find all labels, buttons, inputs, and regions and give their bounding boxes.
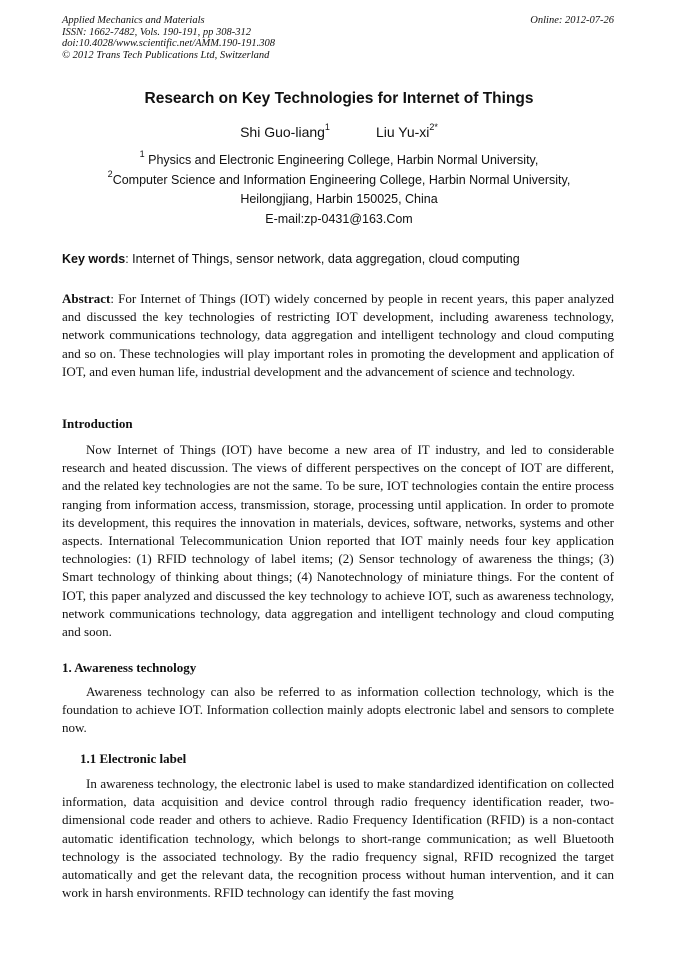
awareness-heading: 1. Awareness technology xyxy=(62,660,197,675)
affiliation-2: $^2$Computer Science and Information Engineering College, Harbin Normal University, xyxy=(107,168,571,187)
doi-line: doi:10.4028/www.scientific.net/AMM.190-191.308 xyxy=(62,38,275,50)
online-date: Online: 2012-07-26 xyxy=(530,15,614,26)
author-line xyxy=(0,124,678,140)
keywords-label: Key words xyxy=(62,252,126,266)
journal-header xyxy=(62,15,614,61)
electronic-label-text: In awareness technology, the electronic label is used to make standardized identification on collected information, data acquisition and device control through radio frequency identification reader, two-dimensional code reader and others to achieve. Radio Frequency Identification (RFID) is a non-contact automatic identification technology, which belongs to short-range communication; as well Bluetooth technology is the associated technology. By the radio frequency signal, RFID recognized the target automatically and get the relevant data, the recognition process without human intervention, and it can work in harsh environments. RFID technology can identify the fast moving xyxy=(62,776,614,901)
journal-name: Applied Mechanics and Materials xyxy=(62,15,205,26)
affiliation-3: Heilongjiang, Harbin 150025, China xyxy=(240,192,438,206)
affiliation-1: $^1$ Physics and Electronic Engineering College, Harbin Normal University, xyxy=(139,149,539,167)
awareness-text: Awareness technology can also be referred to as information collection technology, which is the foundation to achieve IOT. Information collection mainly adopts electronic label and sensors to complete now. xyxy=(62,684,614,736)
keywords-text: : Internet of Things, sensor network, data aggregation, cloud computing xyxy=(125,252,520,266)
electronic-label-heading: 1.1 Electronic label xyxy=(80,751,187,766)
abstract-text: : For Internet of Things (IOT) widely concerned by people in recent years, this paper analyzed and discussed the key technologies of restricting IOT development, including awareness technology, network communications technology, data aggregation and intelligent technology and cloud computing and so on. These technologies will play important roles in promoting the development and application of IOT, and even human life, industrial development and the advancement of science and technology. xyxy=(62,291,614,379)
copyright-line: © 2012 Trans Tech Publications Ltd, Switzerland xyxy=(62,49,270,61)
author-email: E-mail:zp-0431@163.Com xyxy=(265,212,413,226)
keywords xyxy=(62,252,614,266)
abstract xyxy=(62,290,614,381)
author-1: Shi Guo-liang$^1$ xyxy=(240,122,330,140)
introduction-heading: Introduction xyxy=(62,416,133,431)
issn-line: ISSN: 1662-7482, Vols. 190-191, pp 308-312 xyxy=(62,26,251,38)
author-2: Liu $Yu-xi^{2*}$ xyxy=(375,122,438,140)
abstract-label: Abstract xyxy=(62,291,111,306)
affiliations xyxy=(0,151,678,210)
introduction-text: Now Internet of Things (IOT) have become a new area of IT industry, and led to considerable research and heated discussion. The views of different perspectives on the concept of IOT are different, and the related key technologies are not the same. To be sure, IOT technologies contain the entire process ranging from information access, transmission, storage, processing until application. In order to promote its development, this requires the innovation in materials, devices, software, networks, systems and other aspects. International Telecommunication Union reported that IOT mainly needs four key application technologies: (1) RFID technology of label items; (2) Sensor technology of awareness the things; (3) Smart technology of thinking about things; (4) Nanotechnology of miniature things. For the content of IOT, this paper analyzed and discussed the key technology to achieve IOT, such as awareness technology, network communications technology, data aggregation and intelligent technology and cloud computing and soon. xyxy=(62,442,614,640)
paper-title: Research on Key Technologies for Internet of Things xyxy=(144,90,534,107)
